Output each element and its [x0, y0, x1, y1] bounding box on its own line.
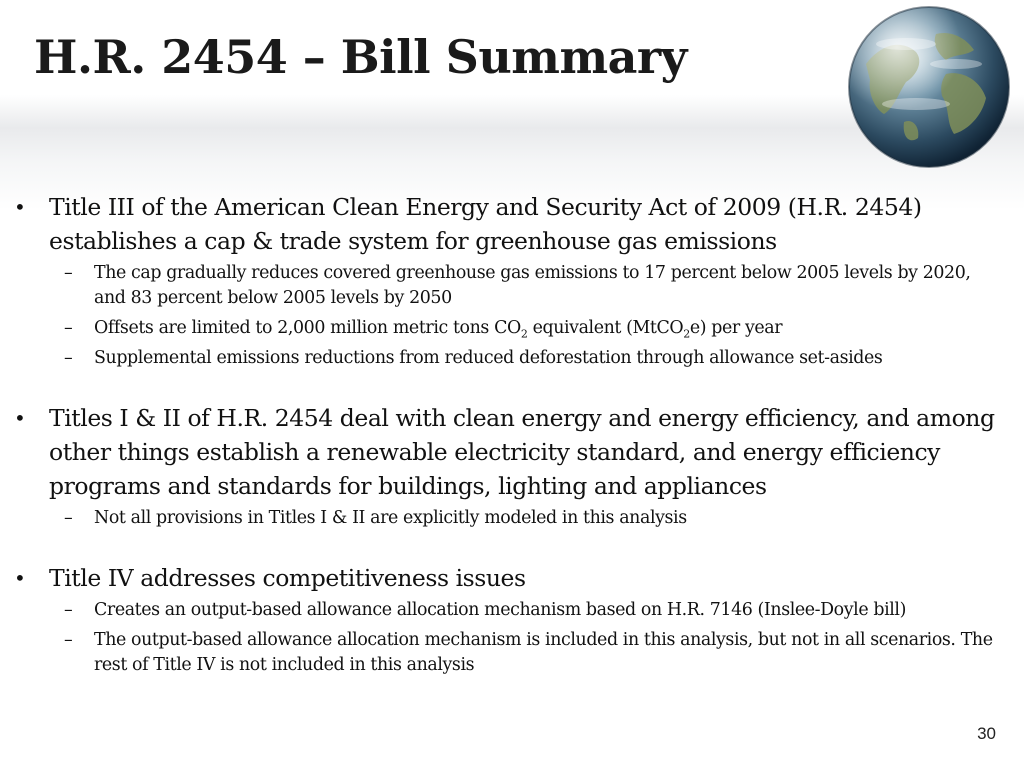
bullet-group-title-iv — [0, 561, 1024, 678]
bullet-group-titles-i-ii — [0, 401, 1024, 531]
bullet-group-title-iii — [0, 190, 1024, 371]
subscript: 2 — [683, 327, 690, 341]
sub-text: Not all provisions in Titles I & II are explicitly modeled in this analysis — [94, 508, 687, 528]
bullet-item — [0, 190, 1024, 258]
bullet-text: Title IV addresses competitiveness issues — [49, 564, 526, 592]
dash-marker: – — [64, 348, 73, 368]
sub-text: Creates an output-based allowance allocation mechanism based on H.R. 7146 (Inslee-Doyle bill) — [94, 600, 906, 620]
sub-list — [0, 261, 1024, 371]
sub-text-part: Offsets are limited to 2,000 million metric tons CO — [94, 318, 521, 338]
sub-list — [0, 598, 1024, 678]
dash-marker: – — [64, 630, 73, 650]
sub-text: The cap gradually reduces covered greenhouse gas emissions to 17 percent below 2005 levels by 2020, and 83 percent below 2005 levels by 2050 — [94, 263, 971, 308]
bullet-marker: • — [14, 406, 26, 430]
sub-text-part: e) per year — [689, 318, 783, 338]
sub-text: Supplemental emissions reductions from reduced deforestation through allowance set-asides — [94, 348, 883, 368]
sub-item — [0, 261, 1024, 311]
sub-item — [0, 598, 1024, 623]
sub-text: The output-based allowance allocation mechanism is included in this analysis, but not in all scenarios. The rest of Title IV is not included in this analysis — [94, 630, 993, 675]
sub-item — [0, 346, 1024, 371]
dash-marker: – — [64, 263, 73, 283]
slide-title: H.R. 2454 – Bill Summary — [34, 30, 687, 84]
subscript: 2 — [520, 327, 528, 341]
bullet-marker: • — [14, 195, 26, 219]
sub-list — [0, 506, 1024, 531]
slide-body — [0, 190, 1024, 708]
dash-marker: – — [64, 508, 73, 528]
sub-item — [0, 628, 1024, 678]
dash-marker: – — [64, 318, 73, 338]
dash-marker: – — [64, 600, 73, 620]
bullet-marker: • — [14, 566, 26, 590]
sub-item — [0, 506, 1024, 531]
sub-item — [0, 316, 1024, 341]
page-number: 30 — [977, 724, 996, 743]
earth-globe-icon — [846, 4, 1012, 170]
bullet-item — [0, 401, 1024, 503]
sub-text-part: equivalent (MtCO — [527, 318, 684, 338]
bullet-item — [0, 561, 1024, 595]
bullet-text: Titles I & II of H.R. 2454 deal with clean energy and energy efficiency, and among other things establish a renewable electricity standard, and energy efficiency programs and standards for buildings, lighting and appliances — [49, 404, 995, 500]
bullet-text: Title III of the American Clean Energy and Security Act of 2009 (H.R. 2454) establishes a cap & trade system for greenhouse gas emissions — [49, 193, 922, 255]
